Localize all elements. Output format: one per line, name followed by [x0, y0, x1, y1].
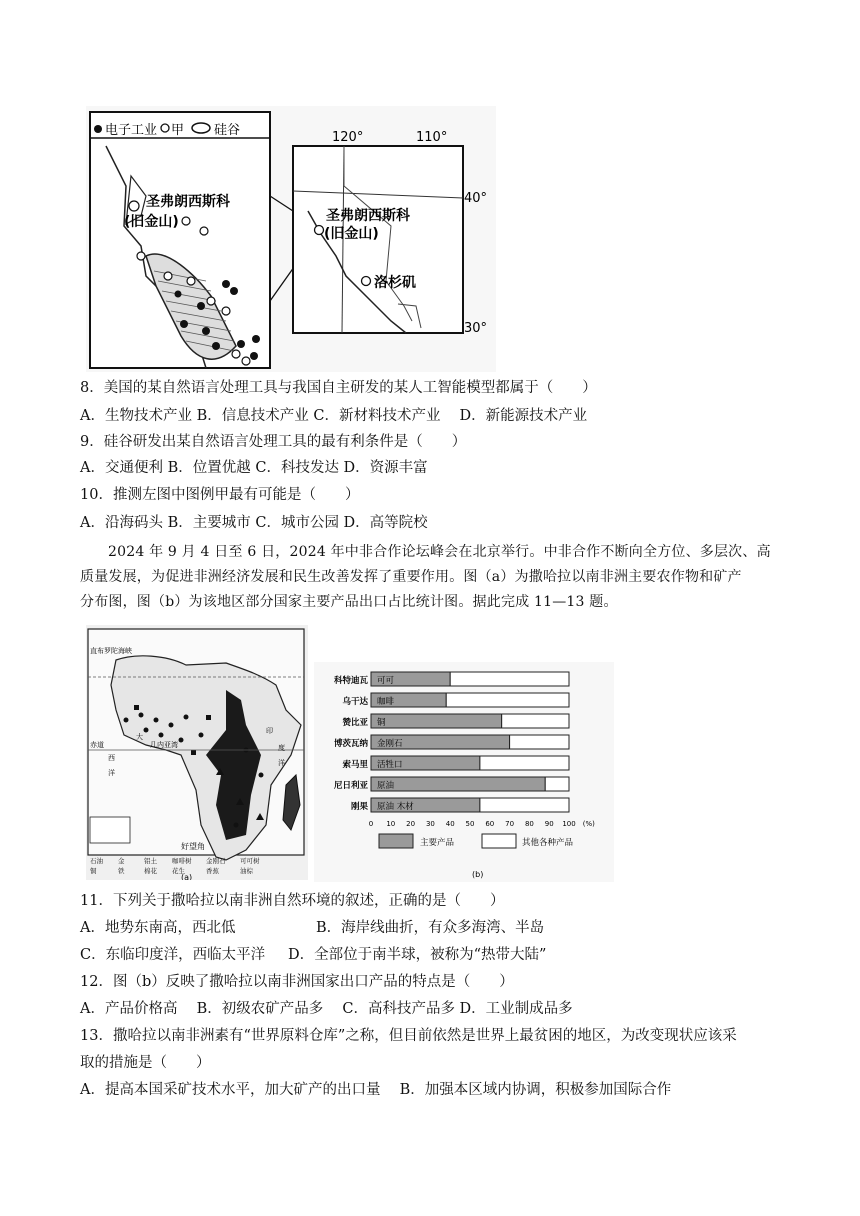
- x-tick-label: (%): [582, 820, 595, 828]
- bar-main-product: [371, 714, 502, 728]
- bar-other-products: [545, 777, 569, 791]
- question-11-option-a: A．地势东南高，西北低: [80, 920, 236, 936]
- io-label-2: 度: [278, 744, 285, 752]
- x-tick-label: 0: [368, 820, 374, 828]
- x-tick-label: 70: [505, 820, 515, 828]
- question-12-options: A．产品价格高 B．初级农矿产品多 C．高科技产品多 D．工业制成品多: [80, 1001, 573, 1017]
- left-city-alias: (旧金山): [124, 214, 179, 230]
- bar-product-label: 原油: [377, 781, 395, 791]
- category-label: 乌干达: [342, 697, 368, 707]
- question-11-option-d: D．全部位于南半球，被称为“热带大陆”: [288, 947, 547, 963]
- x-tick-label: 40: [445, 820, 455, 828]
- electronics-legend-icon: [94, 125, 102, 133]
- x-tick-label: 100: [562, 820, 576, 828]
- category-label: 赞比亚: [342, 718, 368, 728]
- equator-label: 赤道: [90, 741, 104, 749]
- legend-main-swatch: [379, 834, 413, 848]
- bar-other-products: [510, 735, 569, 749]
- legend-item-5: 可可树: [240, 857, 260, 865]
- bar-product-label: 原油 木材: [377, 802, 414, 812]
- legend-silicon-valley: 硅谷: [214, 123, 241, 138]
- legend-main-label: 主要产品: [420, 838, 455, 848]
- bar-other-products: [480, 756, 569, 770]
- ocean-label-2: 西: [108, 754, 115, 762]
- export-share-chart: [314, 662, 614, 882]
- jia-legend-icon: [161, 124, 169, 132]
- legend-other-swatch: [482, 834, 516, 848]
- ocean-label-3: 洋: [108, 769, 115, 777]
- x-tick-label: 50: [465, 820, 475, 828]
- category-label: 索马里: [342, 760, 368, 770]
- question-13-stem-1: 13．撒哈拉以南非洲素有“世界原料仓库”之称，但目前依然是世界上最贫困的地区，为改变现状应该采: [80, 1028, 737, 1044]
- lat-30-label: 30°: [464, 321, 488, 336]
- question-10-options: A．沿海码头 B．主要城市 C．城市公园 D．高等院校: [80, 515, 428, 531]
- figure-b-caption: (b): [472, 870, 484, 879]
- legend-jia: 甲: [171, 123, 185, 138]
- question-11-stem: 11．下列关于撒哈拉以南非洲自然环境的叙述，正确的是（ ）: [80, 893, 505, 909]
- passage: [80, 540, 780, 615]
- question-11-option-b: B．海岸线曲折，有众多海湾、半岛: [316, 920, 545, 936]
- silicon-valley-legend-icon: [192, 123, 210, 133]
- x-tick-label: 10: [386, 820, 396, 828]
- bar-main-product: [371, 777, 545, 791]
- right-city1-alias: (旧金山): [324, 226, 379, 242]
- bar-other-products: [502, 714, 569, 728]
- ocean-label-1: 大: [136, 733, 143, 741]
- la-marker-icon: [362, 277, 371, 286]
- right-city1-name: 圣弗朗西斯科: [326, 208, 410, 224]
- legend-electronics: 电子工业: [105, 123, 158, 138]
- lon-110-label: 110°: [416, 130, 448, 145]
- question-8-stem: 8．美国的某自然语言处理工具与我国自主研发的某人工智能模型都属于（ ）: [80, 380, 597, 396]
- question-9-options: A．交通便利 B．位置优越 C．科技发达 D．资源丰富: [80, 460, 428, 476]
- question-11-option-c: C．东临印度洋，西临太平洋: [80, 947, 266, 963]
- sf-marker-icon: [315, 226, 324, 235]
- right-city2-name: 洛杉矶: [374, 275, 416, 291]
- category-label: 尼日利亚: [333, 781, 368, 791]
- category-label: 刚果: [350, 802, 368, 812]
- passage-line-3: 分布图，图（b）为该地区部分国家主要产品出口占比统计图。据此完成 11—13 题。: [80, 594, 618, 610]
- bar-other-products: [450, 672, 569, 686]
- bar-other-products: [480, 798, 569, 812]
- x-tick-label: 90: [544, 820, 554, 828]
- legend-item-2: 铝土: [144, 857, 157, 865]
- legend-item-1: 金: [118, 857, 125, 865]
- scale-box: [90, 817, 130, 843]
- legend-item-7: 铁: [118, 867, 125, 875]
- lon-120-label: 120°: [332, 130, 364, 145]
- question-11-options-row2: [80, 945, 546, 965]
- legend-other-label: 其他各种产品: [522, 838, 574, 848]
- strait-label: 直布罗陀海峡: [90, 647, 132, 655]
- lat-40-label: 40°: [464, 191, 488, 206]
- silicon-valley-map-figure: [86, 106, 496, 372]
- legend-item-4: 金刚石: [206, 857, 226, 865]
- cape-label: 好望角: [181, 842, 205, 851]
- bar-product-label: 可可: [377, 676, 395, 686]
- legend-item-8: 棉花: [144, 867, 157, 875]
- x-tick-label: 60: [485, 820, 495, 828]
- question-12-stem: 12．图（b）反映了撒哈拉以南非洲国家出口产品的特点是（ ）: [80, 974, 514, 990]
- left-city-name: 圣弗朗西斯科: [146, 194, 230, 210]
- passage-line-2: 质量发展，为促进非洲经济发展和民生改善发挥了重要作用。图（a）为撒哈拉以南非洲主要农作物和矿产: [80, 569, 742, 585]
- bar-product-label: 活牲口: [377, 760, 403, 770]
- gulf-label: 几内亚湾: [150, 741, 178, 749]
- question-11-options-row1: [80, 918, 544, 938]
- question-9-stem: 9．硅谷研发出某自然语言处理工具的最有利条件是（ ）: [80, 434, 467, 450]
- x-tick-label: 20: [406, 820, 416, 828]
- category-label: 博茨瓦纳: [333, 739, 368, 749]
- legend-item-9: 花生: [172, 867, 185, 875]
- question-13-stem-2: 取的措施是（ ）: [80, 1055, 211, 1071]
- legend-item-6: 铜: [90, 867, 97, 875]
- bar-product-label: 铜: [377, 718, 386, 728]
- x-tick-label: 30: [425, 820, 435, 828]
- question-10-stem: 10．推测左图中图例甲最有可能是（ ）: [80, 487, 360, 503]
- question-13-options: A．提高本国采矿技术水平，加大矿产的出口量 B．加强本区域内协调，积极参加国际合作: [80, 1082, 672, 1098]
- figure-a-caption: (a): [181, 873, 193, 880]
- bar-product-label: 咖啡: [377, 697, 395, 707]
- io-label-1: 印: [266, 727, 273, 735]
- bar-product-label: 金刚石: [377, 739, 403, 749]
- legend-item-10: 香蕉: [206, 867, 219, 875]
- question-8-options: A．生物技术产业 B．信息技术产业 C．新材料技术产业 D．新能源技术产业: [80, 408, 588, 424]
- legend-item-3: 咖啡树: [172, 857, 192, 865]
- passage-line-1: 2024 年 9 月 4 日至 6 日，2024 年中非合作论坛峰会在北京举行。中非合作不断向全方位、多层次、高: [108, 544, 771, 560]
- africa-map-figure: [86, 625, 308, 880]
- bar-other-products: [446, 693, 569, 707]
- category-label: 科特迪瓦: [333, 676, 368, 686]
- legend-item-11: 油棕: [240, 867, 253, 875]
- legend-item-0: 石油: [90, 857, 103, 865]
- x-tick-label: 80: [524, 820, 534, 828]
- io-label-3: 洋: [278, 759, 285, 767]
